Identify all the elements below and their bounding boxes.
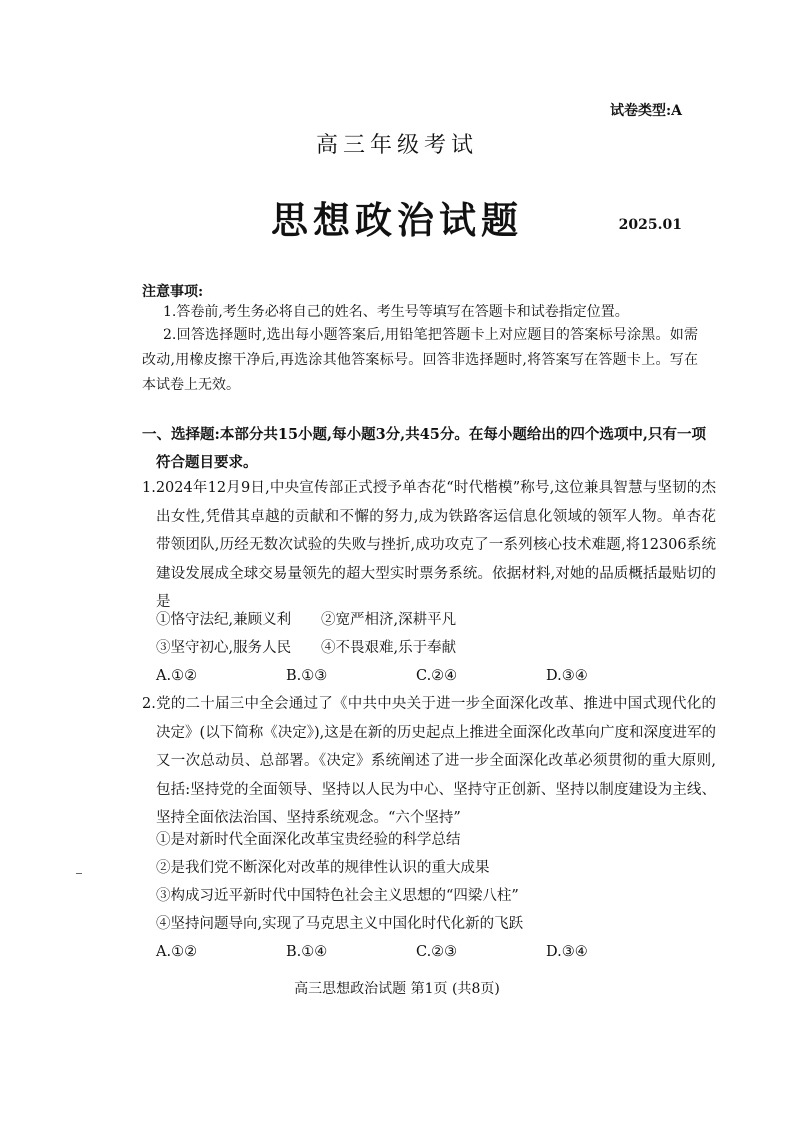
question-2-statement-4: ④坚持问题导向,实现了马克思主义中国化时代化新的飞跃 [156, 916, 524, 932]
question-1-choices [156, 662, 676, 690]
question-2-statement-2: ②是我们党不断深化对改革的规律性认识的重大成果 [156, 860, 490, 876]
choice-d: D.③④ [546, 668, 588, 684]
notes-heading: 注意事项: [142, 284, 204, 300]
exam-date: 2025.01 [618, 217, 682, 233]
question-1-statements-row-1 [156, 606, 486, 634]
question-2-statement-3: ③构成习近平新时代中国特色社会主义思想的“四梁八柱” [156, 888, 519, 904]
statement: ②宽严相济,深耕平凡 [321, 612, 457, 628]
choice-d: D.③④ [546, 944, 588, 960]
statement: ④不畏艰难,乐于奉献 [321, 640, 457, 656]
main-title: 思想政治试题 [271, 198, 523, 242]
grade-title: 高三年级考试 [315, 133, 478, 158]
section-heading: 一、选择题:本部分共15小题,每小题3分,共45分。在每小题给出的四个选项中,只有一项符合题目要求。 [142, 426, 706, 471]
question-2-choices [156, 938, 676, 966]
note-item-2: 2.回答选择题时,选出每小题答案后,用铅笔把答题卡上对应题目的答案标号涂黑。如需改动,用橡皮擦干净后,再选涂其他答案标号。回答非选择题时,将答案写在答题卡上。写在本试卷上无效。 [142, 327, 698, 393]
margin-mark [76, 873, 82, 874]
choice-b: B.①④ [286, 944, 328, 960]
question-2-stem: 2.党的二十届三中全会通过了《中共中央关于进一步全面深化改革、推进中国式现代化的决定》(以下简称《决定》),这是在新的历史起点上推进全面深化改革向广度和深度进军的又一次总动员、总部署。《决定》系统阐述了进一步全面深化改革必须贯彻的重大原则,包括:坚持党的全面领导、坚持以人民为中心、坚持守正创新、坚持以制度建设为主线、坚持全面依法治国、坚持系统观念。“六个坚持” [142, 696, 716, 827]
question-1-stem: 1.2024年12月9日,中央宣传部正式授予单杏花“时代楷模”称号,这位兼具智慧与坚韧的杰出女性,凭借其卓越的贡献和不懈的努力,成为铁路客运信息化领域的领军人物。单杏花带领团队,历经无数次试验的失败与挫折,成功攻克了一系列核心技术难题,将12306系统建设发展成全球交易量领先的超大型实时票务系统。依据材料,对她的品质概括最贴切的是 [142, 480, 716, 611]
question-1-statements-row-2 [156, 634, 486, 662]
choice-c: C.②③ [416, 944, 458, 960]
choice-a: A.①② [156, 944, 198, 960]
statement: ③坚守初心,服务人民 [156, 640, 292, 656]
page-footer: 高三思想政治试题 第1页 (共8页) [294, 981, 500, 997]
note-item-1: 1.答卷前,考生务必将自己的姓名、考生号等填写在答题卡和试卷指定位置。 [163, 304, 629, 320]
choice-b: B.①③ [286, 668, 328, 684]
paper-type-label: 试卷类型:A [609, 103, 682, 119]
choice-a: A.①② [156, 668, 198, 684]
statement: ①恪守法纪,兼顾义利 [156, 612, 292, 628]
question-2-statement-1: ①是对新时代全面深化改革宝贵经验的科学总结 [156, 832, 461, 848]
choice-c: C.②④ [416, 668, 458, 684]
